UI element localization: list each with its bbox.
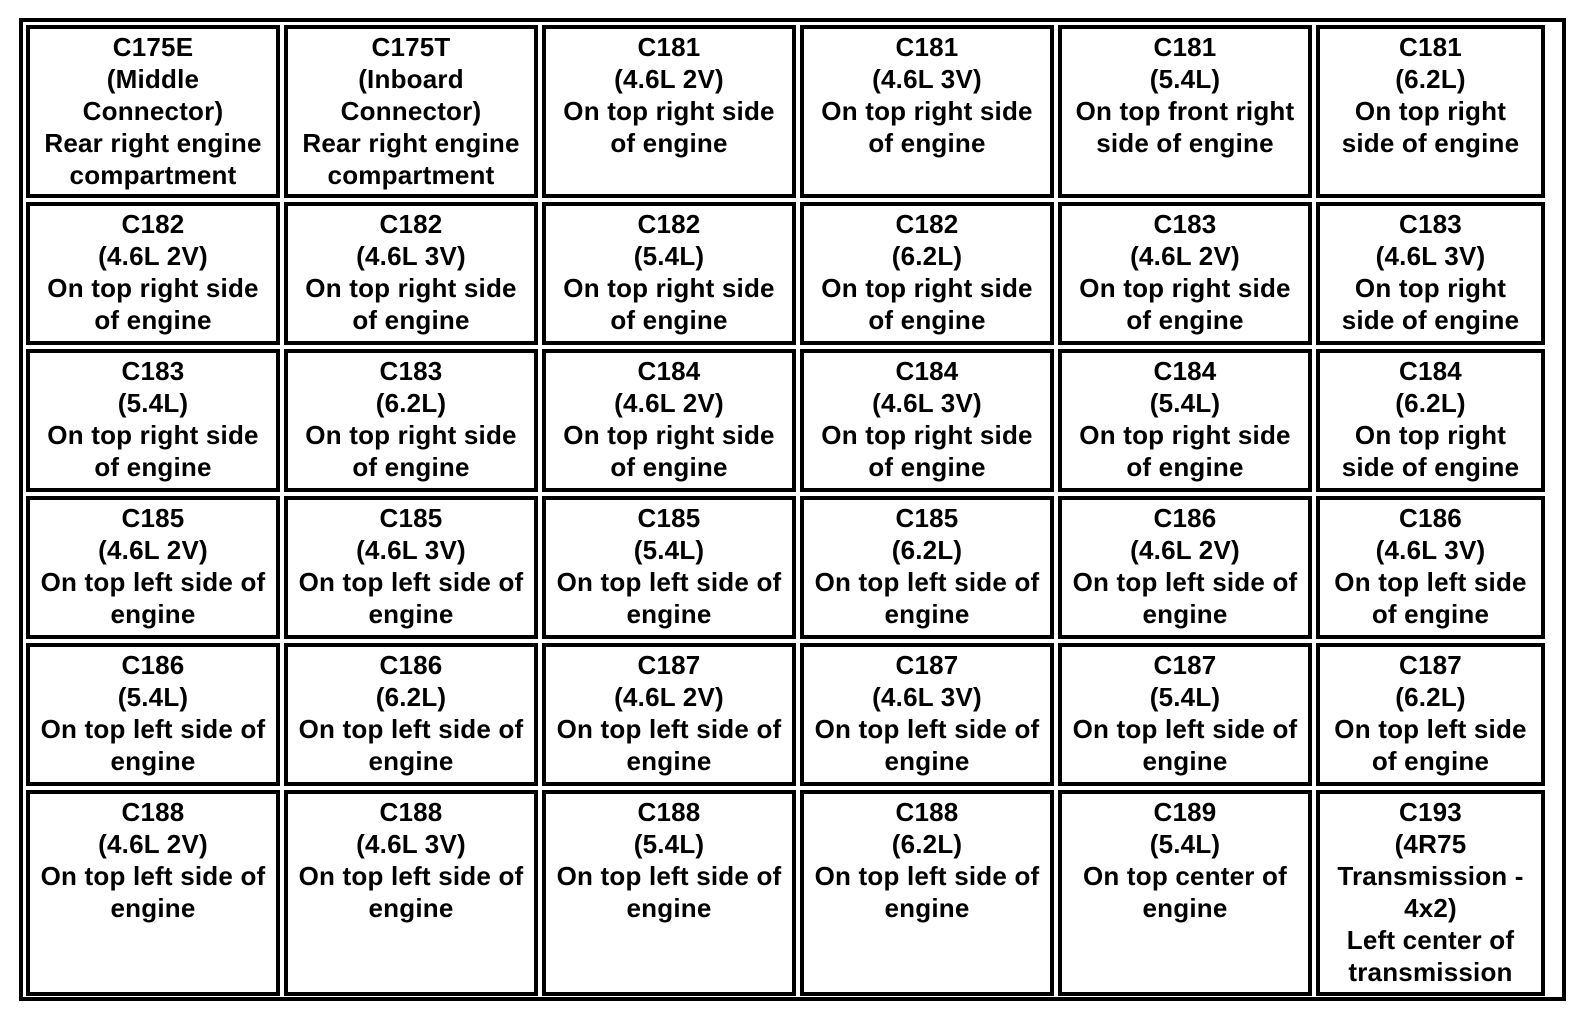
connector-detail-line: On top right side	[821, 96, 1033, 126]
connector-id: C181	[895, 32, 959, 62]
connector-detail-line: (4.6L 3V)	[872, 64, 982, 94]
connector-detail-line: Transmission -	[1337, 861, 1524, 891]
connector-cell	[1058, 25, 1312, 198]
connector-id: C188	[895, 797, 959, 827]
connector-id: C188	[379, 797, 443, 827]
connector-detail-line: On top left side of	[556, 861, 782, 891]
connector-detail-line: On top left side of	[298, 567, 524, 597]
connector-detail-line: (5.4L)	[1149, 388, 1221, 418]
connector-cell	[284, 790, 538, 996]
connector-detail-line: (4.6L 3V)	[356, 535, 466, 565]
connector-detail-line: On top right side	[305, 273, 517, 303]
connector-id: C183	[1399, 209, 1462, 239]
connector-detail-line: (4.6L 3V)	[872, 682, 982, 712]
connector-detail-line: On top left side	[1334, 714, 1527, 744]
connector-detail-line: On top right side	[47, 420, 259, 450]
connector-cell	[800, 643, 1054, 786]
connector-cell	[1058, 643, 1312, 786]
connector-id: C185	[637, 503, 701, 533]
connector-detail-line: On top left side of	[556, 714, 782, 744]
connector-detail-line: (4.6L 2V)	[614, 682, 724, 712]
connector-id: C185	[121, 503, 185, 533]
connector-detail-line: On top right	[1354, 273, 1507, 303]
connector-cell	[1058, 496, 1312, 639]
connector-cell	[1316, 349, 1545, 492]
connector-detail-line: (4.6L 3V)	[356, 241, 466, 271]
connector-cell	[1058, 202, 1312, 345]
connector-detail-line: Connector)	[340, 96, 482, 126]
connector-detail-line: (5.4L)	[633, 241, 705, 271]
connector-cell	[284, 643, 538, 786]
connector-detail-line: On top left side of	[556, 567, 782, 597]
connector-detail-line: compartment	[69, 160, 237, 190]
connector-detail-line: On top center of	[1083, 861, 1287, 891]
connector-cell	[542, 349, 796, 492]
connector-cell	[26, 496, 280, 639]
connector-id: C181	[1399, 32, 1462, 62]
connector-detail-line: of engine	[1371, 599, 1490, 629]
connector-detail-line: (4.6L 2V)	[1130, 535, 1240, 565]
connector-id: C175E	[112, 32, 194, 62]
connector-id: C187	[1153, 650, 1217, 680]
connector-detail-line: (4.6L 3V)	[1375, 535, 1486, 565]
connector-id: C182	[895, 209, 959, 239]
connector-detail-line: (5.4L)	[1149, 829, 1221, 859]
connector-id: C184	[895, 356, 959, 386]
connector-detail-line: On top right side	[1079, 420, 1291, 450]
connector-detail-line: On top right side	[821, 273, 1033, 303]
connector-locator-table	[19, 18, 1566, 1001]
connector-cell	[542, 643, 796, 786]
connector-detail-line: side of engine	[1096, 128, 1274, 158]
connector-detail-line: (6.2L)	[375, 682, 447, 712]
connector-id: C182	[379, 209, 443, 239]
connector-detail-line: engine	[884, 746, 970, 776]
connector-detail-line: (5.4L)	[633, 829, 705, 859]
connector-detail-line: (6.2L)	[375, 388, 447, 418]
connector-cell	[800, 25, 1054, 198]
connector-detail-line: engine	[368, 893, 454, 923]
connector-detail-line: (6.2L)	[891, 535, 963, 565]
connector-detail-line: On top right side	[47, 273, 259, 303]
connector-cell	[1316, 202, 1545, 345]
connector-detail-line: of engine	[94, 305, 212, 335]
connector-detail-line: On top front right	[1075, 96, 1295, 126]
connector-id: C189	[1153, 797, 1217, 827]
connector-id: C175T	[371, 32, 451, 62]
connector-cell	[284, 25, 538, 198]
connector-detail-line: (5.4L)	[1149, 64, 1221, 94]
connector-detail-line: On top left side of	[1072, 567, 1298, 597]
connector-detail-line: (4.6L 2V)	[614, 64, 724, 94]
connector-detail-line: of engine	[94, 452, 212, 482]
connector-cell	[800, 496, 1054, 639]
connector-detail-line: engine	[1142, 599, 1228, 629]
connector-cell	[800, 790, 1054, 996]
connector-cell	[542, 496, 796, 639]
connector-cell	[800, 349, 1054, 492]
connector-detail-line: (4.6L 3V)	[872, 388, 982, 418]
connector-cell	[542, 25, 796, 198]
connector-detail-line: engine	[110, 746, 196, 776]
connector-id: C184	[1153, 356, 1217, 386]
connector-detail-line: of engine	[610, 452, 728, 482]
connector-id: C181	[1153, 32, 1217, 62]
connector-detail-line: (5.4L)	[117, 388, 189, 418]
connector-id: C188	[637, 797, 701, 827]
connector-detail-line: transmission	[1348, 957, 1513, 987]
connector-detail-line: (6.2L)	[1395, 64, 1466, 94]
connector-detail-line: Rear right engine	[44, 128, 262, 158]
connector-cell	[1316, 496, 1545, 639]
connector-detail-line: (6.2L)	[1395, 388, 1466, 418]
connector-cell	[1316, 25, 1545, 198]
connector-detail-line: compartment	[327, 160, 495, 190]
connector-detail-line: (4.6L 2V)	[1130, 241, 1240, 271]
connector-detail-line: engine	[884, 893, 970, 923]
connector-detail-line: On top right	[1354, 96, 1507, 126]
connector-detail-line: (4.6L 2V)	[98, 241, 208, 271]
connector-id: C183	[379, 356, 443, 386]
connector-id: C183	[1153, 209, 1217, 239]
connector-detail-line: (4.6L 2V)	[98, 829, 208, 859]
connector-id: C187	[1399, 650, 1462, 680]
connector-detail-line: On top right side	[563, 420, 775, 450]
connector-id: C181	[637, 32, 701, 62]
connector-detail-line: of engine	[868, 452, 986, 482]
connector-detail-line: On top left side of	[40, 861, 266, 891]
connector-detail-line: of engine	[1371, 746, 1490, 776]
connector-detail-line: On top right side	[563, 96, 775, 126]
connector-id: C182	[121, 209, 185, 239]
connector-id: C184	[637, 356, 701, 386]
connector-detail-line: engine	[1142, 746, 1228, 776]
connector-detail-line: On top left side of	[40, 714, 266, 744]
connector-detail-line: On top right side	[305, 420, 517, 450]
connector-id: C188	[121, 797, 185, 827]
connector-detail-line: On top right side	[1079, 273, 1291, 303]
connector-detail-line: On top left side of	[814, 567, 1040, 597]
connector-cell	[800, 202, 1054, 345]
connector-detail-line: (5.4L)	[1149, 682, 1221, 712]
connector-detail-line: (Inboard	[358, 64, 464, 94]
connector-detail-line: engine	[110, 893, 196, 923]
connector-detail-line: engine	[626, 893, 712, 923]
connector-detail-line: of engine	[610, 128, 728, 158]
connector-cell	[26, 349, 280, 492]
connector-cell	[284, 202, 538, 345]
connector-id: C185	[379, 503, 443, 533]
connector-detail-line: engine	[368, 746, 454, 776]
connector-detail-line: On top left side of	[814, 714, 1040, 744]
connector-id: C183	[121, 356, 185, 386]
connector-detail-line: of engine	[1126, 452, 1244, 482]
connector-detail-line: engine	[110, 599, 196, 629]
connector-detail-line: (4.6L 3V)	[356, 829, 466, 859]
connector-detail-line: of engine	[868, 128, 986, 158]
connector-cell	[542, 202, 796, 345]
connector-detail-line: (4R75	[1394, 829, 1467, 859]
connector-cell	[284, 496, 538, 639]
connector-cell	[284, 349, 538, 492]
connector-id: C185	[895, 503, 959, 533]
connector-detail-line: On top left side of	[298, 861, 524, 891]
connector-detail-line: (6.2L)	[891, 829, 963, 859]
connector-cell	[26, 790, 280, 996]
connector-detail-line: On top right	[1354, 420, 1507, 450]
connector-detail-line: 4x2)	[1404, 893, 1457, 923]
connector-detail-line: (5.4L)	[633, 535, 705, 565]
connector-detail-line: (6.2L)	[1395, 682, 1466, 712]
connector-detail-line: (4.6L 2V)	[614, 388, 724, 418]
connector-detail-line: engine	[1142, 893, 1228, 923]
connector-detail-line: of engine	[610, 305, 728, 335]
connector-id: C187	[637, 650, 701, 680]
connector-id: C193	[1399, 797, 1462, 827]
connector-detail-line: Left center of	[1346, 925, 1515, 955]
connector-detail-line: On top left side of	[814, 861, 1040, 891]
connector-detail-line: of engine	[1126, 305, 1244, 335]
connector-detail-line: side of engine	[1341, 452, 1520, 482]
connector-detail-line: (4.6L 3V)	[1375, 241, 1486, 271]
connector-detail-line: On top left side of	[298, 714, 524, 744]
connector-detail-line: (4.6L 2V)	[98, 535, 208, 565]
connector-detail-line: of engine	[868, 305, 986, 335]
connector-cell	[542, 790, 796, 996]
connector-id: C186	[1399, 503, 1462, 533]
connector-cell	[26, 643, 280, 786]
connector-detail-line: engine	[626, 746, 712, 776]
connector-detail-line: engine	[626, 599, 712, 629]
connector-id: C184	[1399, 356, 1462, 386]
connector-id: C186	[379, 650, 443, 680]
connector-cell	[1316, 643, 1545, 786]
connector-id: C186	[1153, 503, 1217, 533]
connector-detail-line: On top right side	[821, 420, 1033, 450]
connector-detail-line: of engine	[352, 305, 470, 335]
connector-id: C186	[121, 650, 185, 680]
connector-detail-line: On top right side	[563, 273, 775, 303]
connector-cell	[26, 25, 280, 198]
connector-detail-line: Connector)	[82, 96, 224, 126]
connector-detail-line: of engine	[352, 452, 470, 482]
connector-detail-line: (Middle	[106, 64, 200, 94]
connector-detail-line: side of engine	[1341, 128, 1520, 158]
connector-detail-line: On top left side of	[40, 567, 266, 597]
connector-detail-line: Rear right engine	[302, 128, 520, 158]
connector-detail-line: (5.4L)	[117, 682, 189, 712]
connector-id: C182	[637, 209, 701, 239]
connector-detail-line: engine	[368, 599, 454, 629]
connector-detail-line: side of engine	[1341, 305, 1520, 335]
connector-cell	[26, 202, 280, 345]
connector-id: C187	[895, 650, 959, 680]
connector-detail-line: On top left side	[1334, 567, 1527, 597]
connector-cell	[1058, 790, 1312, 996]
connector-cell	[1316, 790, 1545, 996]
connector-cell	[1058, 349, 1312, 492]
connector-detail-line: On top left side of	[1072, 714, 1298, 744]
connector-detail-line: (6.2L)	[891, 241, 963, 271]
connector-detail-line: engine	[884, 599, 970, 629]
